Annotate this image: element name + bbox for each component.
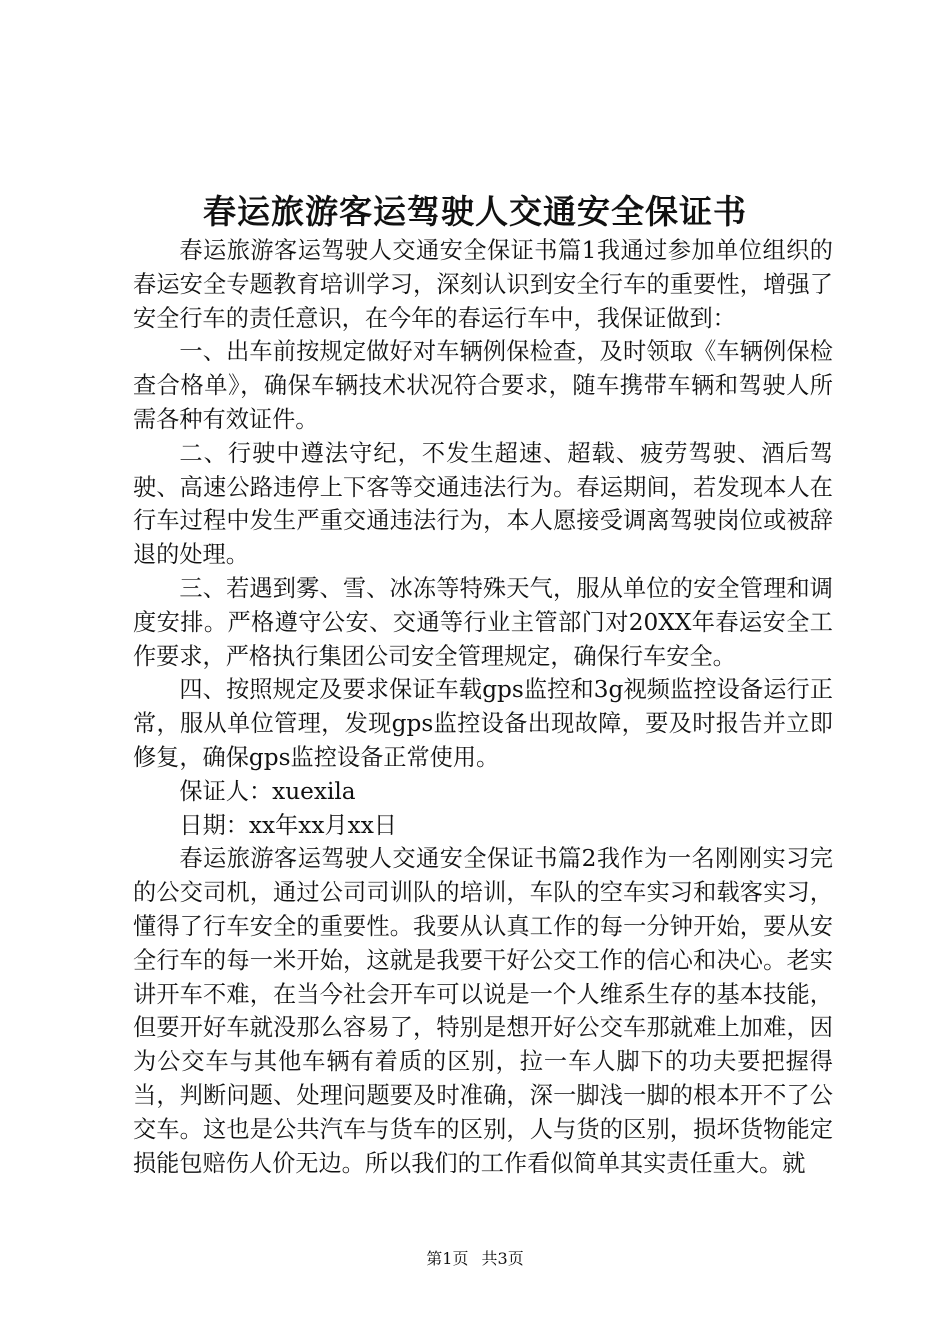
page-footer [0,1246,950,1269]
guarantor-line: 保证人：xuexila [179,777,356,805]
page-total: 共3页 [481,1249,524,1268]
page-title: 春运旅游客运驾驶人交通安全保证书 [203,192,747,231]
page-number: 第1页 [426,1249,469,1268]
date-line: 日期：xx年xx月xx日 [179,811,397,839]
paragraph-item-1: 一、出车前按规定做好对车辆例保检查，及时领取《车辆例保检查合格单》，确保车辆技术状况符合要求，随车携带车辆和驾驶人所需各种有效证件。 [133,338,833,433]
paragraph-item-4: 四、按照规定及要求保证车载gps监控和3g视频监控设备运行正常，服从单位管理，发现gps监控设备出现故障，要及时报告并立即修复，确保gps监控设备正常使用。 [133,676,833,771]
document-body [133,234,833,1180]
paragraph-intro: 春运旅游客运驾驶人交通安全保证书篇1我通过参加单位组织的春运安全专题教育培训学习，深刻认识到安全行车的重要性，增强了安全行车的责任意识，在今年的春运行车中，我保证做到： [133,237,833,332]
paragraph-part-2: 春运旅游客运驾驶人交通安全保证书篇2我作为一名刚刚实习完的公交司机，通过公司司训队的培训，车队的空车实习和载客实习，懂得了行车安全的重要性。我要从认真工作的每一分钟开始，要从安全行车的每一米开始，这就是我要干好公交工作的信心和决心。老实讲开车不难，在当今社会开车可以说是一个人维系生存的基本技能，但要开好车就没那么容易了，特别是想开好公交车那就难上加难，因为公交车与其他车辆有着质的区别，拉一车人脚下的功夫要把握得当，判断问题、处理问题要及时准确，深一脚浅一脚的根本开不了公交车。这也是公共汽车与货车的区别，人与货的区别，损坏货物能定损能包赔伤人价无边。所以我们的工作看似简单其实责任重大。就 [133,845,833,1177]
paragraph-item-3: 三、若遇到雾、雪、冰冻等特殊天气，服从单位的安全管理和调度安排。严格遵守公安、交通等行业主管部门对20XX年春运安全工作要求，严格执行集团公司安全管理规定，确保行车安全。 [133,574,833,670]
paragraph-item-2: 二、行驶中遵法守纪，不发生超速、超载、疲劳驾驶、酒后驾驶、高速公路违停上下客等交通违法行为。春运期间，若发现本人在行车过程中发生严重交通违法行为，本人愿接受调离驾驶岗位或被辞退的处理。 [133,439,833,569]
